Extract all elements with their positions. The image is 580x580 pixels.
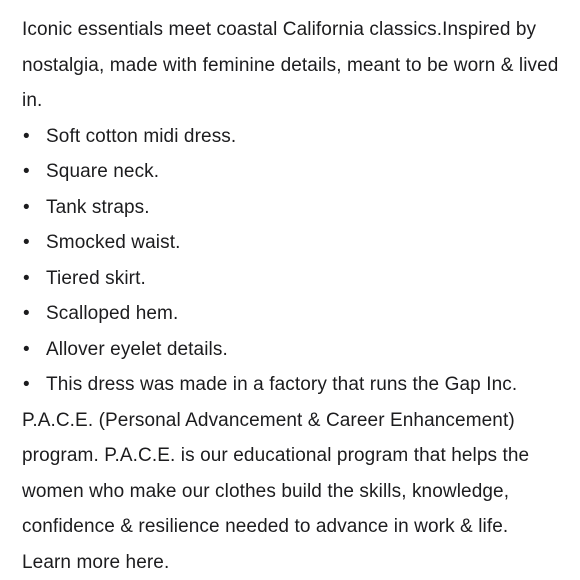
list-item <box>22 190 562 226</box>
intro-paragraph: Iconic essentials meet coastal California classics.Inspired by nostalgia, made with feminine details, meant to be worn & lived in. <box>22 19 559 111</box>
list-item <box>22 367 562 403</box>
bullet-icon: • <box>23 338 30 360</box>
list-item <box>22 261 562 297</box>
bullet-icon: • <box>23 125 30 147</box>
list-item <box>22 119 562 155</box>
list-item-text: Smocked waist. <box>46 232 181 253</box>
feature-list <box>22 119 562 403</box>
list-item-text: Allover eyelet details. <box>46 338 228 360</box>
list-item-text: Scalloped hem. <box>46 303 179 324</box>
bullet-icon: • <box>23 267 30 289</box>
list-item <box>22 332 562 368</box>
bullet-icon: • <box>23 161 30 182</box>
product-description <box>22 12 562 580</box>
list-item <box>22 225 562 261</box>
list-item-text: Soft cotton midi dress. <box>46 125 237 147</box>
list-item-text: Square neck. <box>46 161 160 182</box>
bullet-icon: • <box>23 196 30 218</box>
list-item-text: Tiered skirt. <box>46 267 146 289</box>
list-item <box>22 154 562 190</box>
list-item-text: This dress was made in a factory that runs the Gap Inc. <box>46 374 518 395</box>
bullet-icon: • <box>23 374 30 395</box>
bullet-icon: • <box>23 303 30 324</box>
list-item <box>22 296 562 332</box>
pace-program-paragraph: P.A.C.E. (Personal Advancement & Career Enhancement) program. P.A.C.E. is our educational program that helps the women who make our clothes build the skills, knowledge, confidence & resilience needed to advance in work & life. Learn more here. <box>22 409 530 573</box>
bullet-icon: • <box>23 232 30 253</box>
list-item-text: Tank straps. <box>46 196 150 218</box>
